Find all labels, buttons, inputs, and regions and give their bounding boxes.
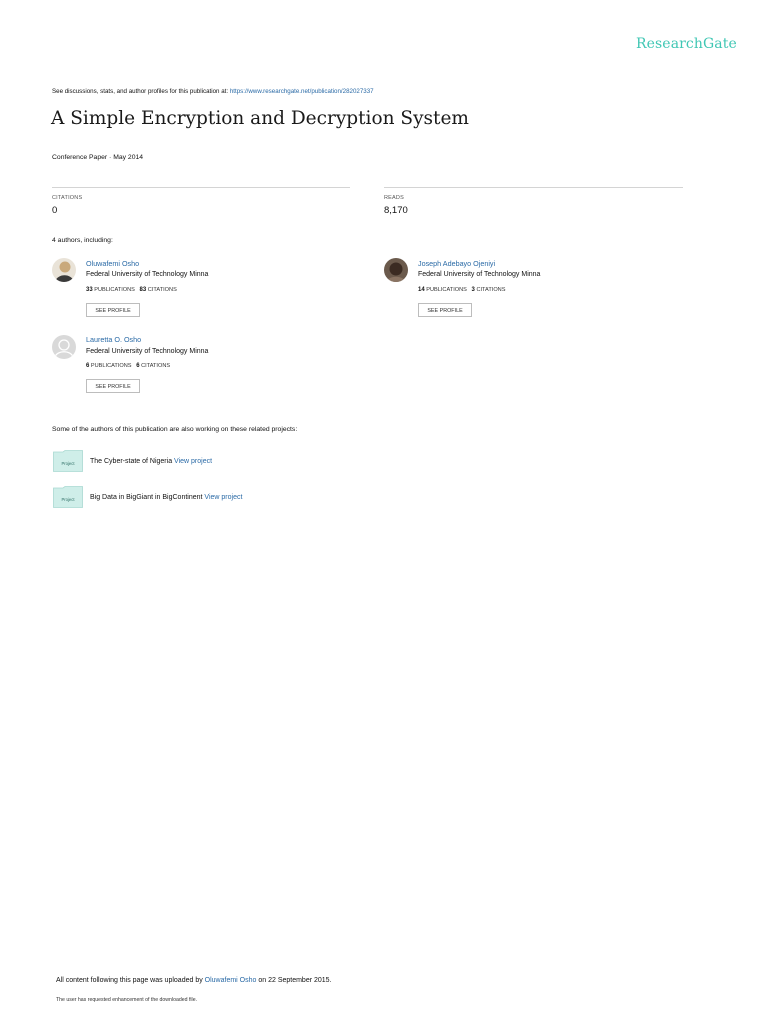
author-counts bbox=[86, 363, 170, 369]
citations-label: CITATIONS bbox=[147, 287, 177, 293]
discussions-prefix: See discussions, stats, and author profiles for this publication at: bbox=[52, 88, 230, 95]
citations-count: 83 bbox=[139, 287, 147, 293]
citations-label: CITATIONS bbox=[476, 287, 506, 293]
related-projects-heading: Some of the authors of this publication are also working on these related projects: bbox=[52, 426, 298, 433]
project-item bbox=[90, 458, 212, 465]
upload-suffix: on 22 September 2015. bbox=[256, 977, 332, 984]
publications-label: PUBLICATIONS bbox=[94, 287, 135, 293]
publications-count: 33 bbox=[86, 287, 93, 293]
researchgate-logo[interactable]: ResearchGate bbox=[636, 36, 737, 52]
content-type: Conference Paper · May 2014 bbox=[52, 154, 144, 161]
author-avatar-placeholder[interactable] bbox=[52, 335, 76, 359]
project-item bbox=[90, 494, 242, 501]
project-name: The Cyber-state of Nigeria bbox=[90, 458, 173, 465]
publications-count: 6 bbox=[86, 363, 90, 369]
publications-count: 14 bbox=[418, 287, 425, 293]
citations-count: 3 bbox=[471, 287, 475, 293]
author-affiliation: Federal University of Technology Minna bbox=[86, 348, 209, 355]
enhancement-footnote: The user has requested enhancement of the downloaded file. bbox=[56, 997, 198, 1003]
author-name-link[interactable]: Lauretta O. Osho bbox=[86, 335, 142, 344]
project-folder-icon bbox=[53, 450, 83, 472]
project-folder-icon bbox=[53, 486, 83, 508]
author-counts bbox=[86, 287, 177, 293]
author-affiliation: Federal University of Technology Minna bbox=[86, 271, 209, 278]
citations-count: 6 bbox=[136, 363, 140, 369]
upload-prefix: All content following this page was uploaded by bbox=[56, 977, 205, 984]
authors-heading: 4 authors, including: bbox=[52, 237, 113, 244]
project-icon-label: Project bbox=[61, 461, 75, 466]
author-counts bbox=[418, 287, 505, 293]
upload-notice bbox=[56, 977, 332, 984]
uploader-link[interactable]: Oluwafemi Osho bbox=[204, 977, 257, 984]
see-profile-button[interactable]: SEE PROFILE bbox=[86, 303, 140, 317]
publications-label: PUBLICATIONS bbox=[426, 287, 467, 293]
project-name: Big Data in BigGiant in BigContinent bbox=[90, 494, 203, 501]
publication-url-link[interactable]: https://www.researchgate.net/publication/282027337 bbox=[229, 88, 374, 95]
author-affiliation: Federal University of Technology Minna bbox=[418, 271, 541, 278]
project-icon-label: Project bbox=[61, 497, 75, 502]
reads-divider bbox=[384, 187, 683, 188]
reads-label: READS bbox=[384, 195, 404, 201]
author-avatar[interactable] bbox=[52, 258, 76, 282]
author-avatar[interactable] bbox=[384, 258, 408, 282]
discussions-line bbox=[52, 88, 374, 95]
author-name-link[interactable]: Oluwafemi Osho bbox=[86, 259, 140, 268]
view-project-link[interactable]: View project bbox=[204, 494, 243, 501]
publication-title: A Simple Encryption and Decryption System bbox=[51, 108, 469, 129]
see-profile-button[interactable]: SEE PROFILE bbox=[418, 303, 472, 317]
view-project-link[interactable]: View project bbox=[174, 458, 213, 465]
reads-value: 8,170 bbox=[384, 205, 408, 216]
citations-value: 0 bbox=[52, 205, 58, 216]
citations-label: CITATIONS bbox=[52, 195, 83, 201]
citations-label: CITATIONS bbox=[141, 363, 171, 369]
author-name-link[interactable]: Joseph Adebayo Ojeniyi bbox=[418, 259, 496, 268]
publications-label: PUBLICATIONS bbox=[90, 363, 132, 369]
see-profile-button[interactable]: SEE PROFILE bbox=[86, 379, 140, 393]
citations-divider bbox=[52, 187, 350, 188]
